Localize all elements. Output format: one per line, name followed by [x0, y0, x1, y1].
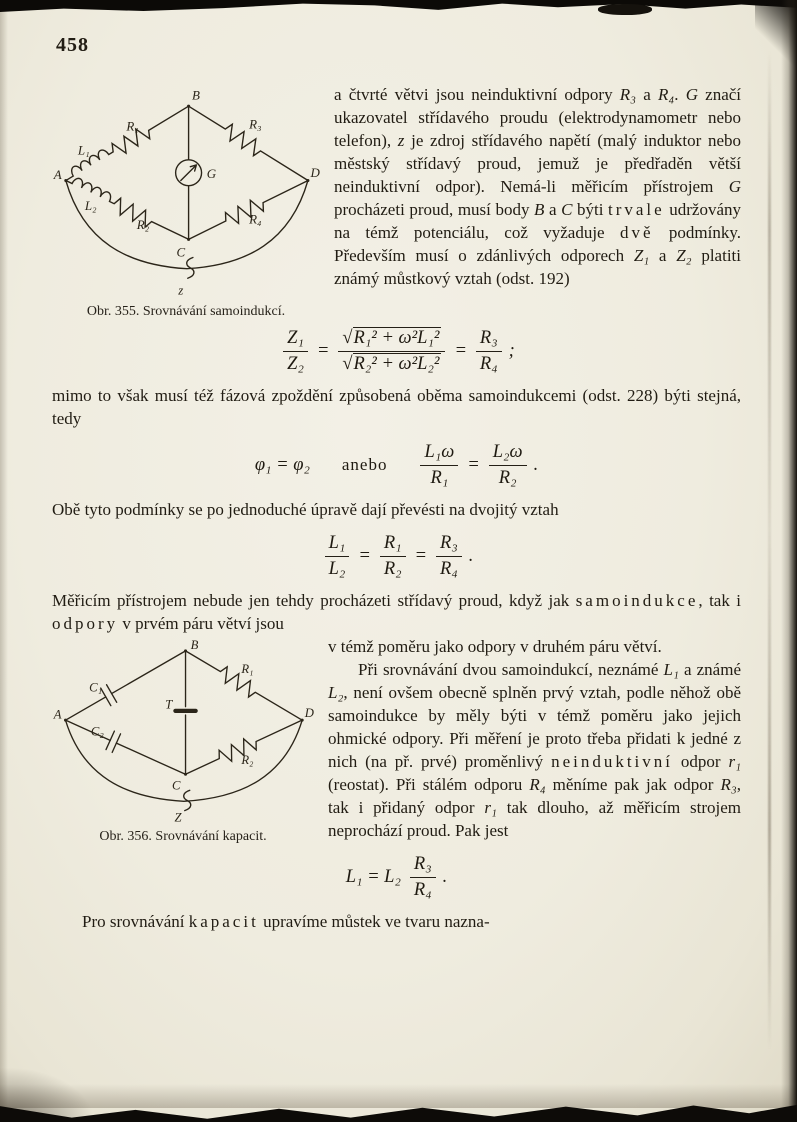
- fraction-z1-z2: $\frac{\text{Z₁}}{\text{Z₂}}$: [283, 328, 308, 375]
- branch-c-d-resistor: [182, 713, 305, 781]
- scan-artifact-top-blob: [598, 4, 652, 15]
- branch-a-c-coil-resistor: [62, 174, 191, 247]
- formula-l1-result: L₁ = L₂ $\frac{\text{R₃}}{\text{R₄}}$ .: [345, 854, 448, 900]
- paragraph-ratio-continuation: v témž poměru jako odpory v druhém páru větví.: [328, 637, 662, 656]
- label-r2: R₂: [241, 753, 254, 768]
- fraction-l1w-r1: $\frac{\text{L₁ω}}{\text{R₁}}$: [420, 442, 458, 489]
- label-source-z: z: [178, 282, 184, 298]
- capacitor-c2-icon: [106, 731, 121, 752]
- section-self-induction: [52, 83, 742, 319]
- fraction-l1-l2: $\frac{\text{L₁}}{\text{L₂}}$: [325, 533, 350, 580]
- fraction-r1-r2: $\frac{\text{R₁}}{\text{R₂}}$: [380, 533, 406, 580]
- figure-355-labels: [53, 87, 320, 297]
- label-c2: C₂: [90, 724, 104, 739]
- page-number: 458: [56, 34, 89, 56]
- fraction-sqrt: $\frac{\text{√R₁² + ω²L₁²}}{\text{√R₂² + ω²L₂²}}$: [338, 328, 445, 375]
- branch-b-d-resistor: [182, 644, 306, 726]
- label-source-z: Z: [174, 810, 182, 825]
- label-galvanometer: G: [206, 165, 217, 181]
- fraction-r3-r4: $\frac{\text{R₃}}{\text{R₄}}$: [476, 328, 502, 375]
- galvanometer-needle: [181, 165, 197, 181]
- label-l1: L₁: [77, 142, 90, 158]
- scan-artifact-left-edge: [0, 0, 8, 1122]
- figure-356-caption: Obr. 356. Srovnávání kapacit.: [99, 829, 267, 844]
- branch-a-b-capacitor: [60, 642, 190, 729]
- label-r1: R₁: [126, 118, 139, 134]
- formula-double-ratio: $\frac{\text{L₁}}{\text{L₂}}$ = $\frac{\text{R₁}}{\text{R₂}}$ = $\frac{\text{R₃}}{\text{R₄}}$ .: [52, 533, 741, 580]
- scan-artifact-fold-crease: [768, 50, 771, 1050]
- label-r4: R₄: [249, 211, 262, 227]
- branch-b-d-resistor: [184, 100, 312, 188]
- scan-artifact-right-edge: [781, 0, 797, 1122]
- paragraph-comparison-method: Při srovnávání dvou samoindukcí, neznámé L₁ a známé L₂, není ovšem obecně splněn prvý vztah, podle něhož obě samoindukce by měly býti v témž poměru jako jejich ohmické odpory. Při měření je proto třeba přidati k jedné z nich (na př. prvé) proměnlivý neinduktivní odpor r₁ (reostat). Při stálém odporu R₄ měníme pak jak odpor R₃, tak i přidaný odpor r₁ tak dlouho, až měřicím strojem neprochází proud. Pak jest: [328, 660, 741, 840]
- figure-355-caption: Obr. 355. Srovnávání samoindukcí.: [86, 304, 286, 319]
- formula-phase-equality: φ₁ = φ₂ anebo $\frac{\text{L₁ω}}{\text{R₁}}$ = $\frac{\text{L₂ω}}{\text{R₂}}$ .: [254, 442, 539, 488]
- paragraph-capacitance-intro: Pro srovnávání kapacit upravíme můstek ve tvaru nazna-: [82, 912, 490, 931]
- page-content: [52, 26, 741, 933]
- label-node-d: D: [310, 165, 320, 181]
- section-capacitance: [52, 635, 741, 842]
- label-r3: R₃: [249, 116, 262, 132]
- formula-impedance-ratio: $\frac{\text{Z₁}}{\text{Z₂}}$ = $\frac{\text{√R₁² + ω²L₁²}}{\text{√R₂² + ω²L₂²}}$ = $\frac{\text{R₃}}{\text{R₄}}$ ;: [52, 328, 741, 375]
- label-c1: C₁: [89, 680, 103, 695]
- paragraph-bridge-conditions: a čtvrté větvi jsou neinduktivní odpory R₃ a R₄. G značí ukazovatel střídavého proudu (elektrodynamometr nebo telefon), z je zdroj střídavého napětí (malý induktor nebo městský střídavý proud, jemuž je předřaděn větší neinduktivní odpor). Nemá-li měřicím přístrojem G procházeti proud, musí body B a C býti trvale udržovány na témž potenciálu, což vyžaduje dvě podmínky. Především musí o zdánlivých odporech Z₁ a Z₂ platiti známý můstkový vztah (odst. 192): [334, 85, 742, 288]
- label-node-b: B: [190, 639, 199, 653]
- label-node-a: A: [53, 166, 62, 182]
- label-r2: R₂: [136, 216, 150, 232]
- figure-355: [52, 87, 320, 320]
- label-node-d: D: [304, 705, 314, 720]
- circuit-diagram-356: [52, 639, 314, 825]
- paragraph-double-relation: Obě tyto podmínky se po jednoduché úpravě dají převésti na dvojitý vztah: [52, 500, 559, 519]
- fraction-r3-r4-2: $\frac{\text{R₃}}{\text{R₄}}$: [436, 533, 462, 580]
- circuit-diagram-355: [52, 87, 320, 300]
- label-node-a: A: [53, 707, 62, 722]
- branch-a-c-capacitor: [61, 711, 190, 784]
- paragraph-measuring-current: Měřicím přístrojem nebude jen tehdy procházeti střídavý proud, když jak samoindukce, tak i odpory v prvém páru větví jsou: [52, 591, 742, 633]
- fraction-l2w-r2: $\frac{\text{L₂ω}}{\text{R₂}}$: [489, 442, 527, 489]
- fraction-r3-r4-3: $\frac{\text{R₃}}{\text{R₄}}$: [410, 854, 436, 901]
- figure-356: [52, 639, 314, 845]
- label-telephone: T: [165, 697, 173, 712]
- capacitor-c1-icon: [101, 685, 117, 706]
- scan-artifact-bottom-shadow: [0, 1084, 797, 1108]
- label-l2: L₂: [84, 197, 97, 213]
- label-node-b: B: [192, 87, 200, 103]
- scan-artifact-top-edge: [0, 0, 797, 12]
- label-node-c: C: [176, 244, 186, 260]
- label-node-c: C: [172, 778, 181, 793]
- branch-c-d-resistor: [185, 174, 311, 247]
- label-r1: R₁: [241, 661, 254, 676]
- paragraph-phase-condition: mimo to však musí též fázová zpoždění způsobená oběma samoindukcemi (odst. 228) býti stejná, tedy: [52, 386, 741, 428]
